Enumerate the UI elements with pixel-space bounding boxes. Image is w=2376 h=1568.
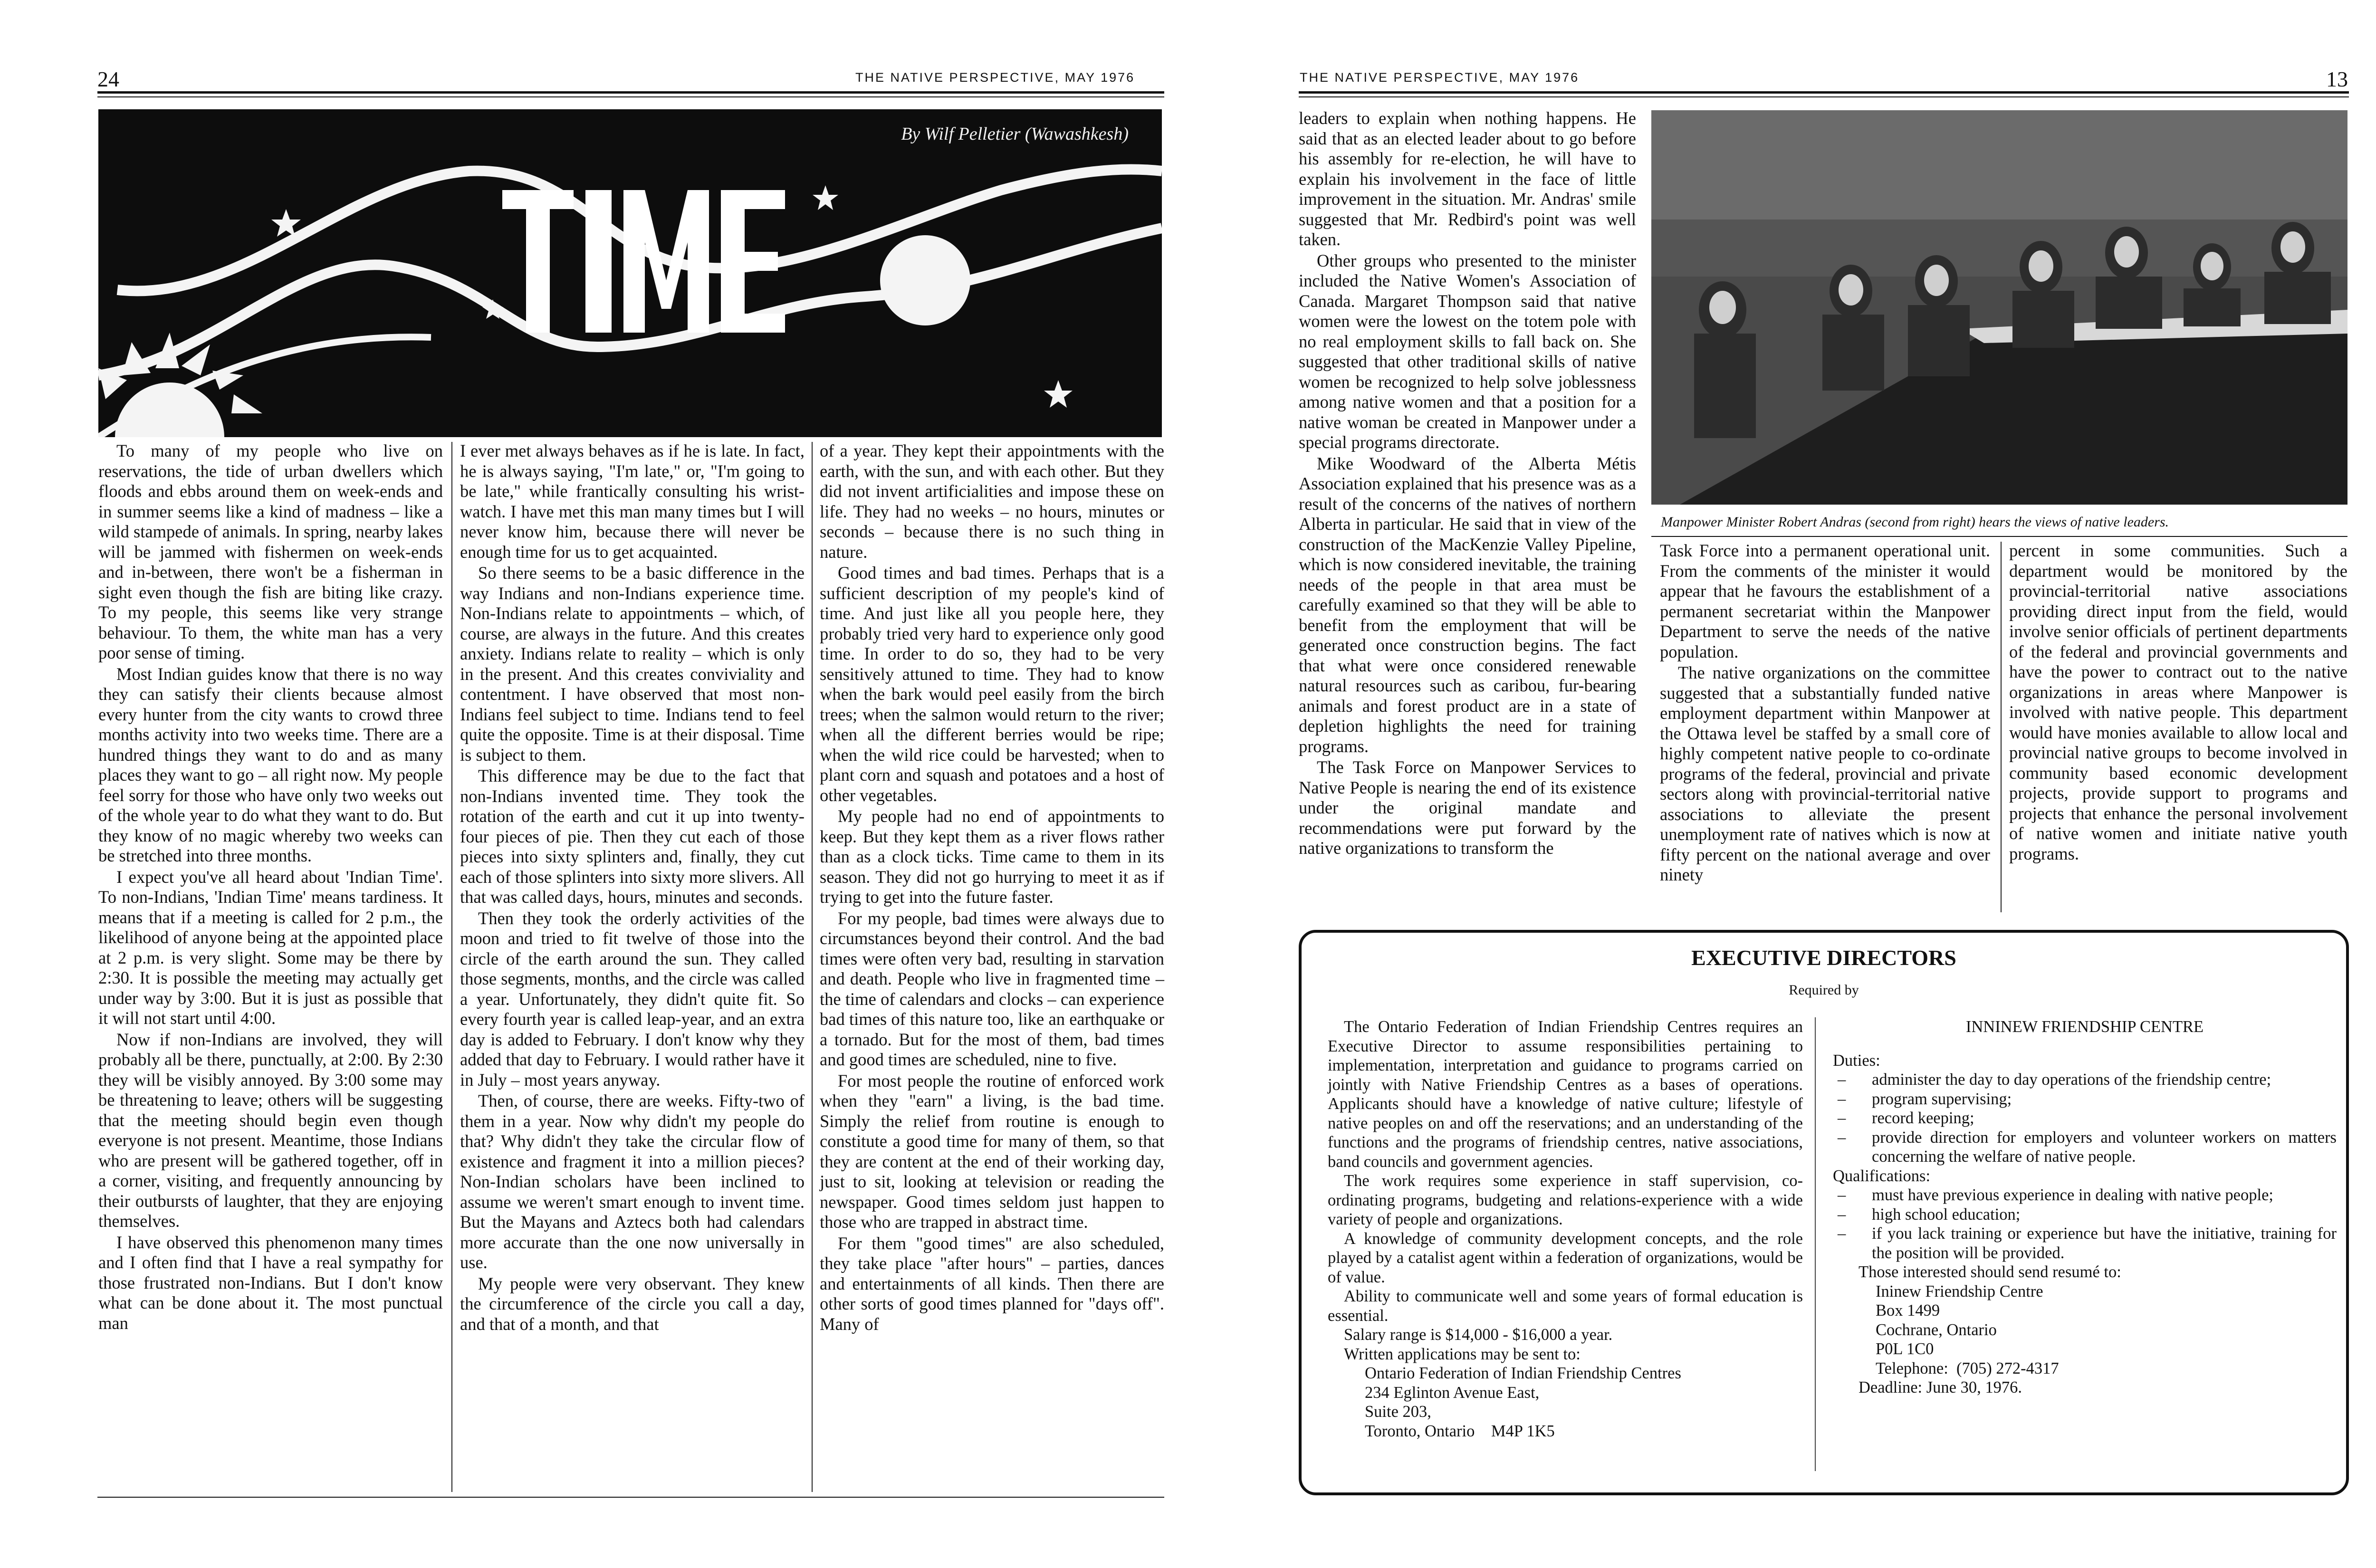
duty-item: – record keeping; bbox=[1833, 1109, 2337, 1128]
paragraph: Mike Woodward of the Alberta Métis Association explained that his presence was as a result of the concerns of the natives of northern Alberta in particular. He said that in view of the construction of the MacKenzie Valley Pipeline, which is now considered inevitable, the training needs of the people in that area must be carefully examined so that they will be able to benefit from the employment that will be generated once construction begins. The fact that what were once considered renewable natural resources such as caribou, fur-bearing animals and forest product are in a state of depletion highlights the need for training programs. bbox=[1299, 453, 1636, 756]
paragraph: percent in some communities. Such a department would be monitored by the provincial-territorial native associations providing direct input from the field, would involve senior officials of pertinent departments of the federal and provincial governments and have the power to contract out to the native organizations in areas where Manpower is involved with native people. This department would have monies available to allow local and provincial native groups to become involved in community based economic development projects, provide support to programs and projects that enhance the personal involvement of native women and initiate native youth programs. bbox=[2009, 541, 2347, 863]
paragraph: I have observed this phenomenon many times and I often find that I have a real sympathy for those frustrated non-Indians. But I don't know what can be done about it. The most punctual man bbox=[98, 1232, 443, 1333]
paragraph: I expect you've all heard about 'Indian Time'. To non-Indians, 'Indian Time' means tardiness. It means that if a meeting is called for 2 p.m., the likelihood of anyone being at the appointed place at 2 p.m. is very slight. Some may be there by 2:30. It is possible the meeting may actually get under way by 3:00. But it is just as possible that it will not start until 4:00. bbox=[98, 867, 443, 1028]
paragraph: Most Indian guides know that there is no way they can satisfy their clients because almost every hunter from the city wants to crowd three months activity into two weeks time. There are a hundred things they want to do and as many places they want to go – all right now. My people feel sorry for those who have only two weeks out of the whole year to do what they want to do. But they know of no magic whereby two weeks can be stretched into three months. bbox=[98, 664, 443, 865]
time-banner bbox=[98, 109, 1162, 437]
paragraph: For them "good times" are also scheduled, they take place "after hours" – parties, dances and entertainments of all kinds. Then there are other sorts of good times planned for "days off". Many of bbox=[820, 1233, 1164, 1334]
bottom-rule bbox=[97, 1497, 1164, 1498]
duties-label: Duties: bbox=[1833, 1051, 1880, 1070]
paragraph: For my people, bad times were always due to circumstances beyond their control. And the bad times were often very bad, resulting in starvation and death. People who live in fragmented time – the time of calendars and clocks – can experience bad times of this nature too, like an earthquake or a tornado. But for the most of them, bad times and good times are scheduled, nine to five. bbox=[820, 908, 1164, 1069]
article-column-2 bbox=[460, 441, 805, 1334]
photo-image bbox=[1651, 110, 2347, 505]
paragraph: I ever met always behaves as if he is late. In fact, he is always saying, "I'm late," or, "I'm going to be late," while frantically consulting his wrist-watch. I have met this man many times but I will never know him, because there will never be enough time for us to get acquainted. bbox=[460, 441, 805, 562]
paragraph: The Task Force on Manpower Services to Native People is nearing the end of its existence under the original mandate and recommendations were put forward by the native organizations to transform the bbox=[1299, 757, 1636, 858]
ad-paragraph: Ability to communicate well and some years of formal education is essential. bbox=[1328, 1287, 1803, 1325]
paragraph: The native organizations on the committee suggested that a substantially funded native employment department within Manpower at the Ottawa level be staffed by a small core of highly competent native people to co-ordinate programs of the federal, provincial and private sectors along with provincial-territorial native associations to alleviate the present unemployment rate of natives which is now at fifty percent on the national average and over ninety bbox=[1660, 663, 1990, 884]
paragraph: So there seems to be a basic difference in the way Indians and non-Indians experience time. Non-Indians relate to appointments – which, of course, are always in the future. And this creates anxiety. Indians relate to reality – which is only in the present. And this creates conviviality and contentment. I have observed that most non-Indians feel subject to time. Indians tend to feel quite the opposite. Time is at their disposal. Time is subject to them. bbox=[460, 563, 805, 765]
photo-caption: Manpower Minister Robert Andras (second from right) hears the views of native leaders. bbox=[1661, 514, 2169, 530]
qualification-item: – if you lack training or experience but have the initiative, training for the position will be provided. bbox=[1833, 1224, 2337, 1262]
ad-ofifc-section bbox=[1328, 1017, 1803, 1441]
paragraph: Other groups who presented to the minister included the Native Women's Association of Canada. Margaret Thompson said that native women were the lowest on the totem pole with no real employment skills to fall back on. She suggested that other traditional skills of native women be recognized to help solve joblessness among native women and that a position for a native woman be created in Manpower under a special programs directorate. bbox=[1299, 250, 1636, 452]
paragraph: For most people the routine of enforced work when they "earn" a living, is the bad time. Simply the relief from routine is enough to constitute a good time for many of them, so that they are content at the end of their working day, just to sit, looking at television or reading the newspaper. Good times seldom just happen to those who are trapped in abstract time. bbox=[820, 1071, 1164, 1232]
ad-paragraph: A knowledge of community development concepts, and the role played by a catalist agent within a federation of organizations, would be of value. bbox=[1328, 1229, 1803, 1286]
column-divider bbox=[451, 442, 452, 1492]
moon-circle bbox=[880, 235, 970, 325]
caption-rule bbox=[1651, 536, 2347, 537]
duty-item: – provide direction for employers and volunteer workers on matters concerning the welfare of native people. bbox=[1833, 1128, 2337, 1166]
paragraph: Then they took the orderly activities of the moon and tried to fit twelve of those into the circle of the earth around the sun. They called those segments, months, and the circle was called a year. Unfortunately, they didn't quite fit. So every fourth year is called leap-year, and an extra day is added to February. I don't know why they added that day to February. I would rather have it in July – most years anyway. bbox=[460, 908, 805, 1090]
byline: By Wilf Pelletier (Wawashkesh) bbox=[901, 124, 1129, 144]
ad-subtitle: Required by bbox=[1789, 982, 1859, 998]
address-line: P0L 1C0 bbox=[1876, 1340, 1934, 1358]
paragraph: Task Force into a permanent operational unit. From the comments of the minister it would appear that he favours the establishment of a permanent secretariat within the Manpower Department to serve the needs of the native population. bbox=[1660, 541, 1990, 661]
deadline: Deadline: June 30, 1976. bbox=[1859, 1378, 2022, 1396]
page-number: 24 bbox=[97, 67, 119, 91]
executive-directors-ad bbox=[1299, 930, 2349, 1495]
paragraph: To many of my people who live on reservations, the tide of urban dwellers which floods and ebbs around them on week-ends and in summer seems like a kind of madness – like a wild stampede of animals. In spring, nearby lakes will be jammed with fishermen on week-ends and in-between, there won't be a fisherman in sight even though the fish are biting like crazy. To my people, this seems like very strange behaviour. To them, the white man has a very poor sense of timing. bbox=[98, 441, 443, 662]
paragraph: Good times and bad times. Perhaps that is a sufficient description of my people's kind of time. And just like all you people here, they probably tried very hard to experience only good time. In order to do so, they had to be very sensitively attuned to time. They had to know when the bark would peel easily from the birch trees; when the salmon would return to the river; when all the different berries would be ripe; when the wild rice could be harvested; when to plant corn and squash and potatoes and a host of other vegetables. bbox=[820, 563, 1164, 805]
column-divider bbox=[2001, 542, 2002, 912]
masthead-rule bbox=[1299, 91, 2349, 94]
meeting-photo bbox=[1651, 110, 2347, 505]
ad-paragraph: The Ontario Federation of Indian Friendship Centres requires an Executive Director to assume responsibilities pertaining to implementation, interpretation and guidance to programs carried on jointly with Native Friendship Centres as a bases of operations. Applicants should have a knowledge of native culture; lifestyle of native peoples on and off the reservations; and an understanding of the functions and the programs of friendship centres, native associations, band councils and government agencies. bbox=[1328, 1018, 1803, 1171]
address-line: 234 Eglinton Avenue East, bbox=[1365, 1383, 1540, 1402]
apply-label: Written applications may be sent to: bbox=[1344, 1345, 1581, 1363]
address-line: Cochrane, Ontario bbox=[1876, 1320, 1997, 1339]
duty-item: – administer the day to day operations of the friendship centre; bbox=[1833, 1070, 2337, 1090]
paragraph: My people had no end of appointments to keep. But they kept them as a river flows rather than as a clock ticks. Time came to them in its season. They did not go hurrying to meet it as if trying to get into the future faster. bbox=[820, 806, 1164, 907]
masthead-rule-thin bbox=[1299, 96, 2349, 97]
address-line: Toronto, Ontario M4P 1K5 bbox=[1365, 1422, 1555, 1440]
masthead: THE NATIVE PERSPECTIVE, MAY 1976 bbox=[855, 70, 1135, 85]
qualifications-label: Qualifications: bbox=[1833, 1166, 1931, 1185]
column-divider bbox=[812, 442, 813, 1492]
page-number: 13 bbox=[2326, 67, 2348, 91]
ad-paragraph: The work requires some experience in staff supervision, co-ordinating programs, budgeting and relations-experience with a wide variety of people and organizations. bbox=[1328, 1172, 1803, 1228]
article-column-top bbox=[1299, 108, 1636, 859]
address-line: Box 1499 bbox=[1876, 1301, 1940, 1319]
salary-range: Salary range is $14,000 - $16,000 a year. bbox=[1344, 1326, 1613, 1344]
paragraph: Then, of course, there are weeks. Fifty-two of them in a year. Now why didn't my people do that? Why didn't they take the circular flow of existence and fragment it into a million pieces? Non-Indian scholars have been inclined to assume we weren't smart enough to invent time. But the Mayans and Aztecs both had calendars more accurate than the one now universally in use. bbox=[460, 1091, 805, 1272]
ad-ininew-section bbox=[1833, 1017, 2337, 1397]
qualification-item: – must have previous experience in dealing with native people; bbox=[1833, 1186, 2337, 1205]
ad-title: EXECUTIVE DIRECTORS bbox=[1691, 946, 1956, 970]
address-line: Suite 203, bbox=[1365, 1403, 1431, 1421]
telephone: Telephone: (705) 272-4317 bbox=[1876, 1359, 2059, 1377]
article-column-mid-2 bbox=[2009, 541, 2347, 864]
masthead-rule-thin bbox=[97, 96, 1164, 97]
send-label: Those interested should send resumé to: bbox=[1859, 1263, 2121, 1281]
paragraph: leaders to explain when nothing happens. He said that as an elected leader about to go before his assembly for re-election, he will have to explain his involvement in the face of little improvement in the situation. Mr. Andras' smile suggested that Mr. Redbird's point was well taken. bbox=[1299, 108, 1636, 249]
masthead: THE NATIVE PERSPECTIVE, MAY 1976 bbox=[1300, 70, 1580, 85]
paragraph: This difference may be due to the fact that non-Indians invented time. They took the rotation of the earth and cut it up into twenty-four pieces of pie. Then they cut each of those pieces into sixty splinters and, finally, they cut each of those splinters into sixty more slivers. All that was called days, hours, minutes and seconds. bbox=[460, 766, 805, 907]
duty-item: – program supervising; bbox=[1833, 1090, 2337, 1109]
ininew-org-name: INNINEW FRIENDSHIP CENTRE bbox=[1965, 1018, 2204, 1036]
ad-divider bbox=[1815, 1017, 1816, 1471]
right-page bbox=[1212, 0, 2376, 1568]
paragraph: My people were very observant. They knew the circumference of the circle you call a day, and that of a month, and that bbox=[460, 1273, 805, 1334]
article-column-mid-1 bbox=[1660, 541, 1990, 885]
qualification-item: – high school education; bbox=[1833, 1205, 2337, 1224]
paragraph: of a year. They kept their appointments with the earth, with the sun, and with each other. But they did not invent artificialities and impose these on life. They had no weeks – no hours, minutes or seconds – because there is no such thing in nature. bbox=[820, 441, 1164, 562]
time-logo-letters bbox=[502, 190, 785, 333]
banner-art bbox=[98, 109, 1162, 437]
address-line: Ininew Friendship Centre bbox=[1876, 1282, 2043, 1300]
paragraph: Now if non-Indians are involved, they will probably all be there, punctually, at 2:00. By 2:30 they will be visibly annoyed. By 3:00 some may be threatening to leave; others will be suggesting that the meeting should begin even though everyone is not present. Meantime, those Indians who are present will be gathered together, off in a corner, visiting, and frequently announcing by their outbursts of laughter, that they are enjoying themselves. bbox=[98, 1029, 443, 1231]
address-line: Ontario Federation of Indian Friendship Centres bbox=[1365, 1364, 1681, 1382]
masthead-rule bbox=[97, 91, 1164, 94]
article-column-1 bbox=[98, 441, 443, 1333]
article-column-3 bbox=[820, 441, 1164, 1334]
